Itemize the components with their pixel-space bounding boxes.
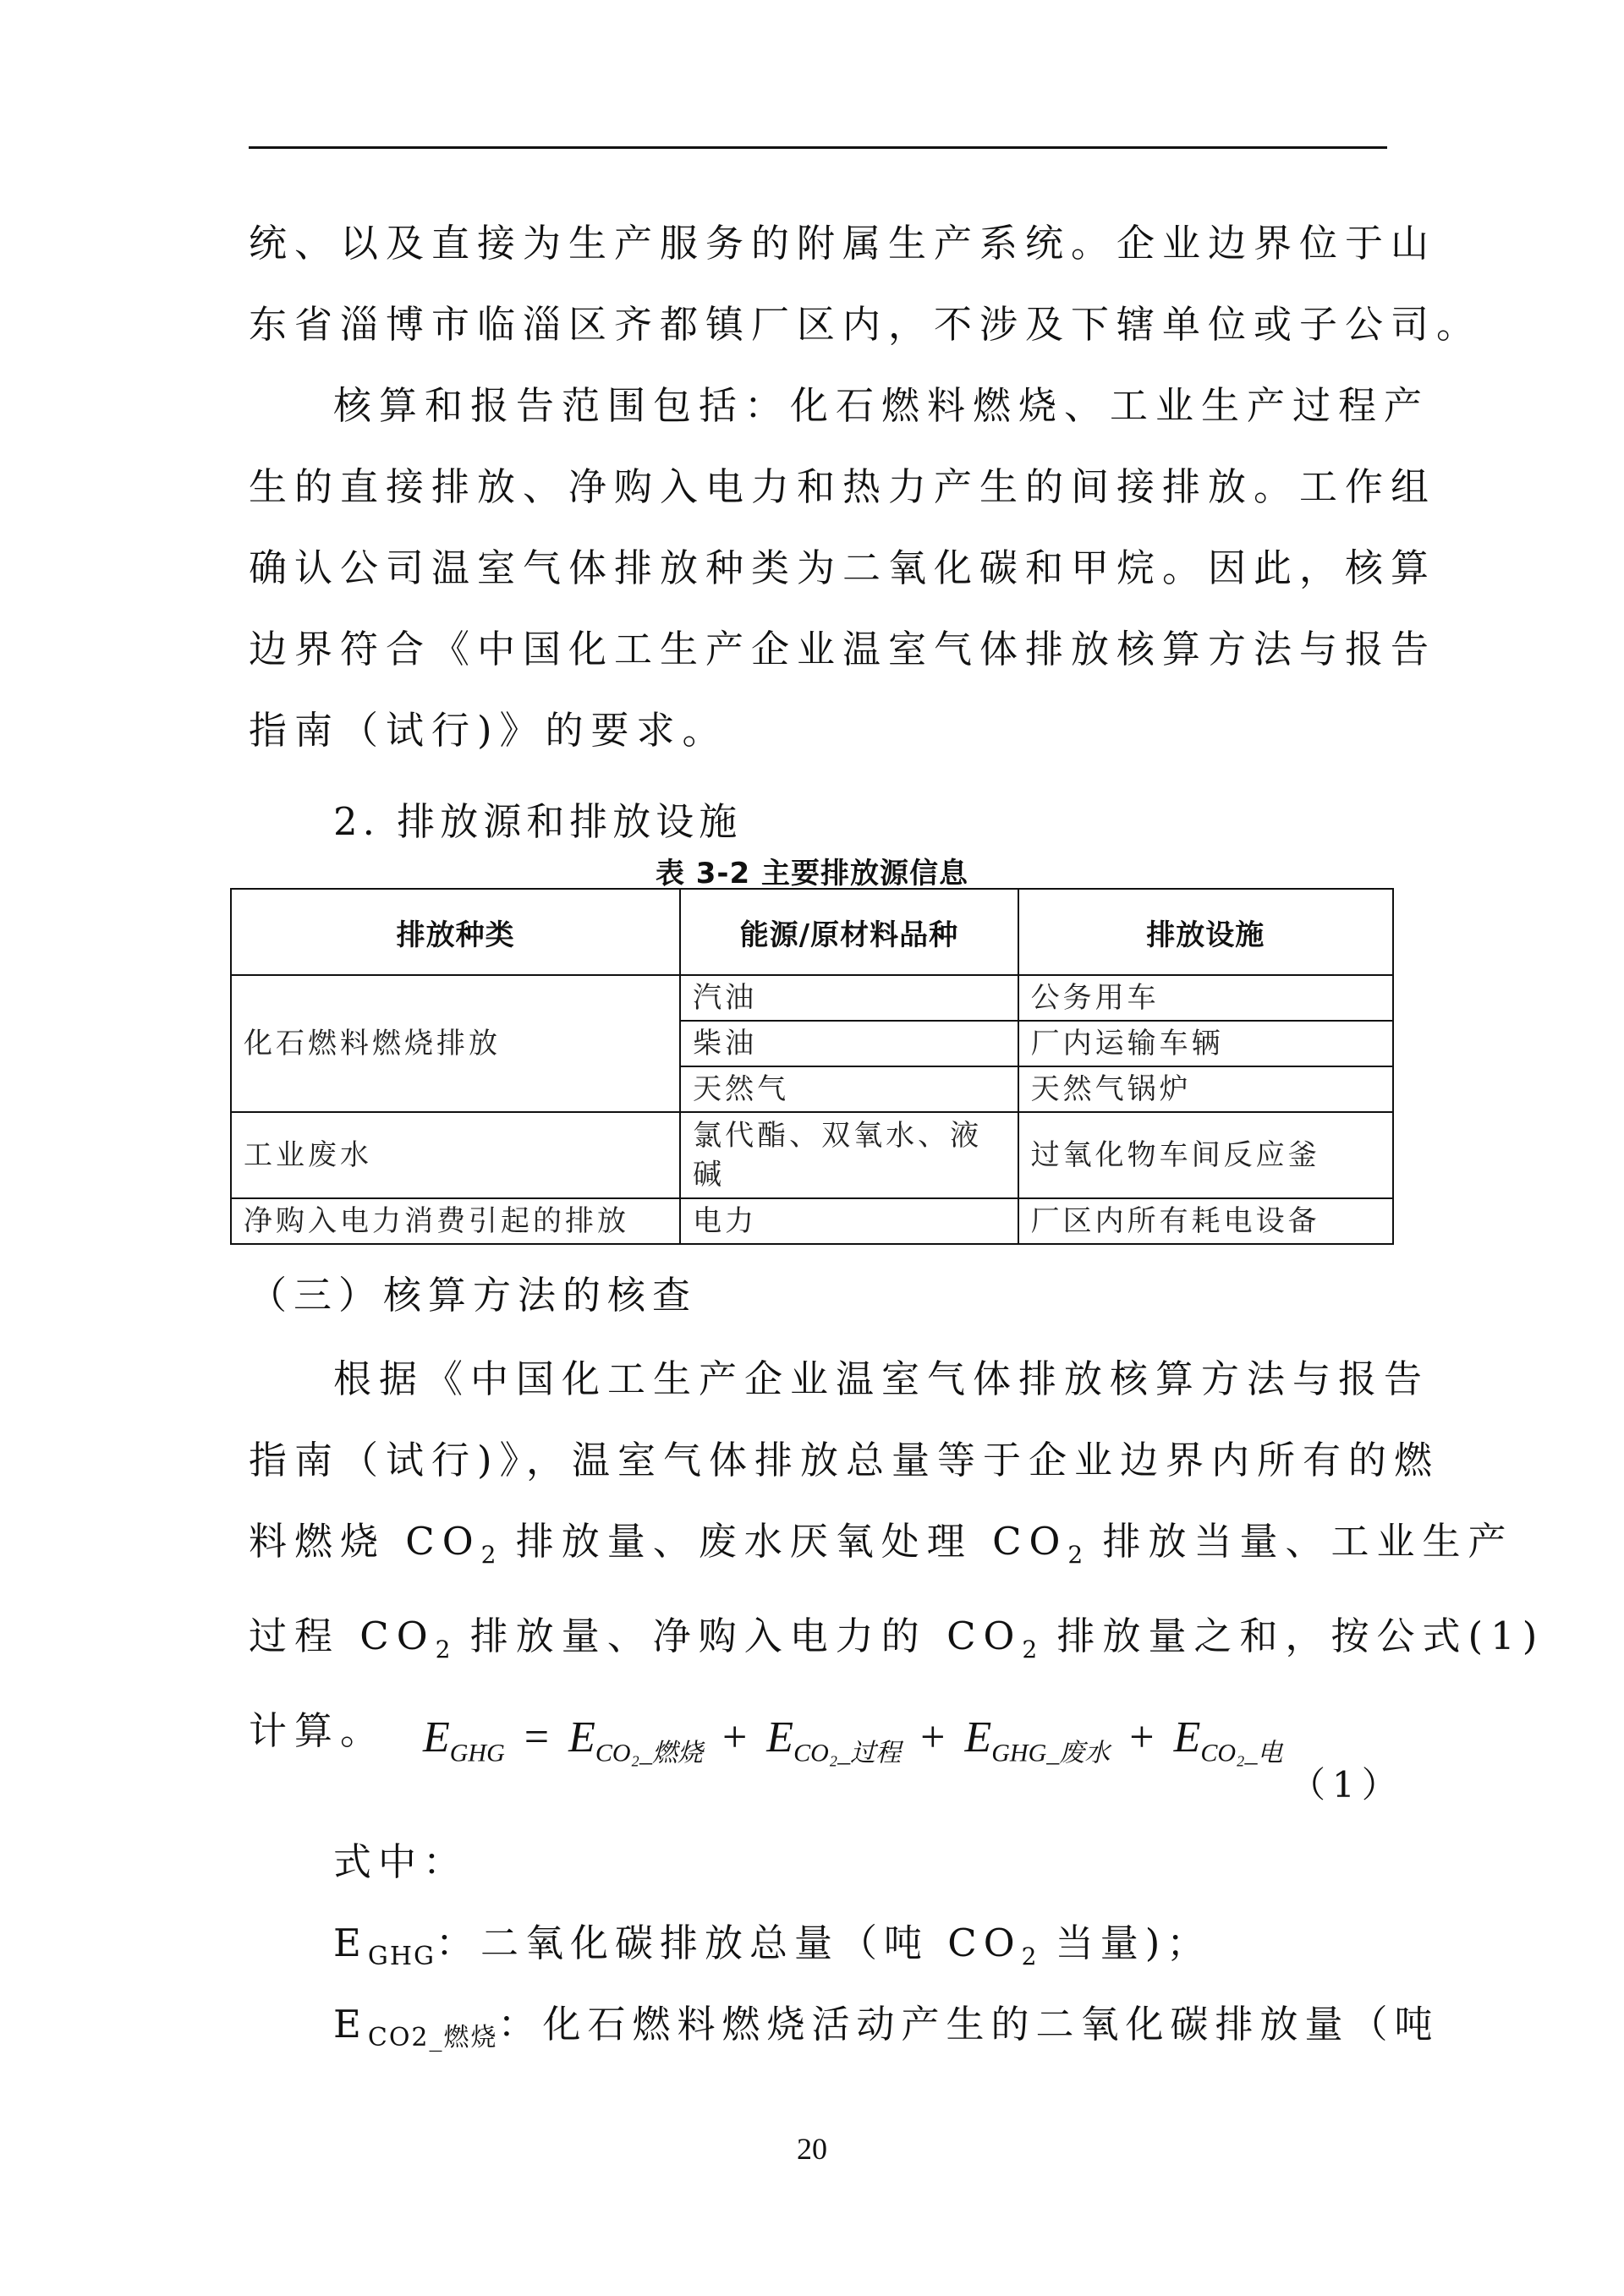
subscript: 2 [480, 1541, 497, 1569]
cell-emission-type: 工业废水 [231, 1112, 680, 1198]
text-line: 计算。 [249, 1708, 387, 1753]
header-material: 能源/原材料品种 [680, 889, 1018, 975]
text-line: 边界符合《中国化工生产企业温室气体排放核算方法与报告 [249, 627, 1437, 671]
cell-material: 天然气 [680, 1066, 1018, 1112]
table-caption: 表 3-2 主要排放源信息 [655, 857, 969, 890]
text-line: 核算和报告范围包括：化石燃料燃烧、工业生产过程产 [333, 383, 1430, 428]
formula-subscript: GHG [449, 1739, 505, 1767]
cell-facility: 厂区内所有耗电设备 [1018, 1198, 1393, 1244]
page-number: 20 [797, 2132, 827, 2166]
def-symbol: E [333, 2002, 368, 2047]
paragraph-1 [249, 203, 1483, 365]
table-header-row [231, 889, 1393, 975]
definition-ghg [333, 1912, 1211, 1971]
table-row [231, 1198, 1393, 1244]
definition-intro: 式中： [333, 1839, 469, 1884]
cell-material-line: 碱 [693, 1158, 726, 1192]
formula-symbol: E [766, 1713, 794, 1762]
cell-facility: 厂内运输车辆 [1018, 1021, 1393, 1066]
definition-co2-combustion [333, 1993, 1440, 2053]
cell-material [680, 1112, 1018, 1198]
formula-subscript: CO₂_过程 [793, 1739, 902, 1767]
text-run: 排放量、净购入电力的 CO [450, 1614, 1023, 1658]
subscript: 2 [435, 1636, 451, 1663]
formula-symbol: E [964, 1713, 992, 1762]
equation-number: （1） [1290, 1764, 1404, 1806]
cell-facility: 过氧化物车间反应釜 [1018, 1112, 1393, 1198]
formula-subscript: CO₂_燃烧 [595, 1739, 703, 1767]
text-run: 过程 CO [249, 1614, 436, 1658]
def-text: 当量)； [1036, 1921, 1212, 1965]
cell-facility: 公务用车 [1018, 975, 1393, 1021]
text-line: 确认公司温室气体排放种类为二氧化碳和甲烷。因此，核算 [249, 545, 1437, 590]
def-subscript: CO2_燃烧 [367, 2023, 498, 2052]
text-line: 根据《中国化工生产企业温室气体排放核算方法与报告 [333, 1356, 1430, 1401]
subscript: 2 [1067, 1541, 1084, 1569]
table-row [231, 975, 1393, 1021]
equation-1 [423, 1712, 1282, 1768]
text-run: 料燃烧 CO [249, 1519, 481, 1564]
text-line: 统、以及直接为生产服务的附属生产系统。企业边界位于山 [249, 221, 1437, 266]
cell-facility: 天然气锅炉 [1018, 1066, 1393, 1112]
text-line: 东省淄博市临淄区齐都镇厂区内，不涉及下辖单位或子公司。 [249, 302, 1483, 347]
text-run: 排放量之和，按公式(1) [1037, 1614, 1545, 1658]
def-subscript: 2 [1021, 1943, 1037, 1970]
def-text: ：化石燃料燃烧活动产生的二氧化碳排放量（吨 [497, 2002, 1440, 2047]
def-subscript: GHG [367, 1942, 436, 1971]
emission-source-table [230, 888, 1394, 1245]
def-symbol: E [333, 1921, 368, 1965]
text-run: 排放量、废水厌氧处理 CO [496, 1519, 1068, 1564]
subsection-heading: 2. 排放源和排放设施 [333, 799, 743, 844]
formula-operator: = [524, 1713, 550, 1762]
header-emission-type: 排放种类 [231, 889, 680, 975]
def-text: ：二氧化碳排放总量（吨 CO [435, 1921, 1022, 1965]
formula-symbol: E [1173, 1713, 1201, 1762]
paragraph-3 [249, 1339, 1545, 1772]
table-row [231, 1112, 1393, 1198]
cell-emission-type: 化石燃料燃烧排放 [231, 975, 680, 1112]
cell-material-line: 氯代酯、双氧水、液 [693, 1119, 983, 1153]
header-rule [249, 146, 1387, 149]
text-run: 排放当量、工业生产 [1083, 1519, 1514, 1564]
text-line: 指南（试行)》的要求。 [249, 708, 728, 753]
formula-subscript: GHG_废水 [991, 1739, 1111, 1767]
section-heading: （三）核算方法的核查 [249, 1273, 698, 1318]
formula-operator: + [721, 1713, 748, 1762]
text-line [249, 1501, 1514, 1596]
text-line [249, 1596, 1545, 1690]
paragraph-2 [249, 365, 1437, 771]
formula-operator: + [1129, 1713, 1155, 1762]
cell-emission-type: 净购入电力消费引起的排放 [231, 1198, 680, 1244]
cell-material: 电力 [680, 1198, 1018, 1244]
cell-material: 柴油 [680, 1021, 1018, 1066]
formula-subscript: CO₂_电 [1200, 1739, 1283, 1767]
header-facility: 排放设施 [1018, 889, 1393, 975]
subscript: 2 [1022, 1636, 1038, 1663]
formula-symbol: E [423, 1713, 450, 1762]
formula-operator: + [920, 1713, 946, 1762]
formula-symbol: E [568, 1713, 595, 1762]
text-line: 指南（试行)》，温室气体排放总量等于企业边界内所有的燃 [249, 1438, 1440, 1482]
cell-material: 汽油 [680, 975, 1018, 1021]
text-line: 生的直接排放、净购入电力和热力产生的间接排放。工作组 [249, 464, 1437, 509]
